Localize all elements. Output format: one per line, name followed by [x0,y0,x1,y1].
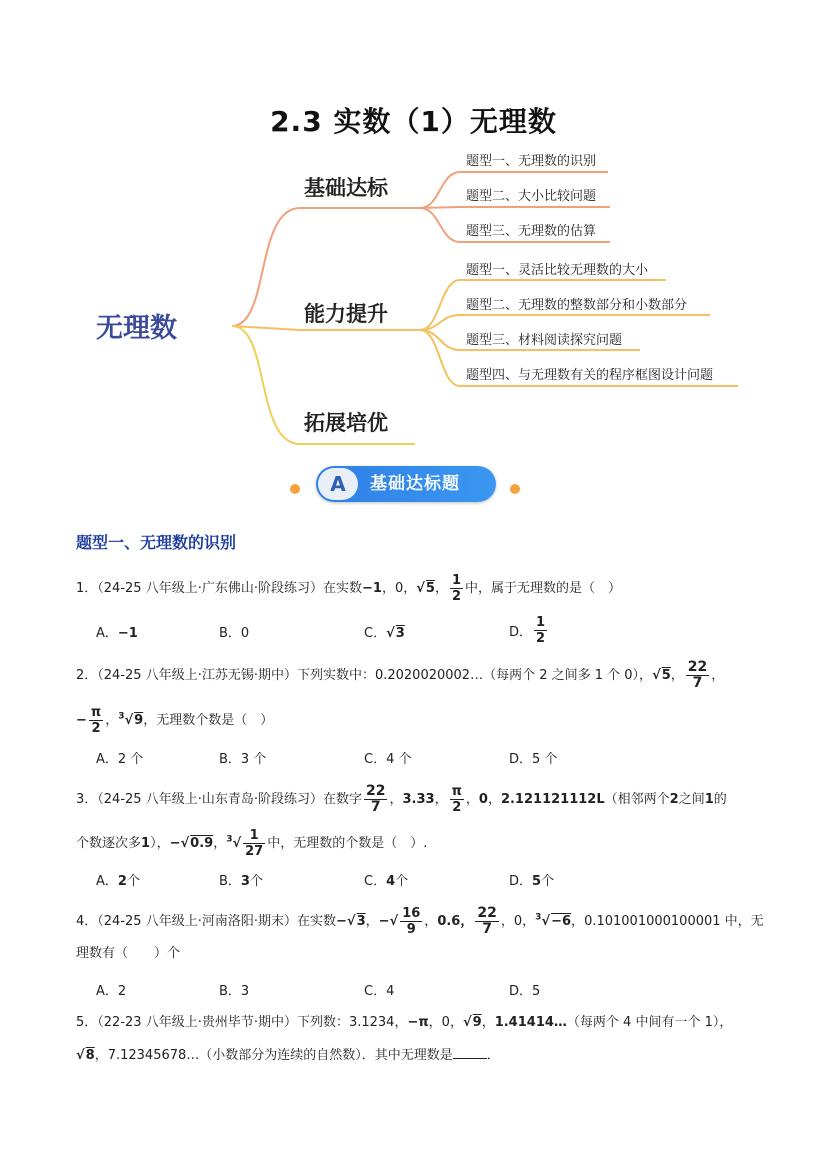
question-5: 5．（22-23 八年级上·贵州毕节·期中）下列数：3.1234，−π，0，√9，1.41414…（每两个 4 中间有一个 1）， [76,1015,733,1030]
banner-dot-left [290,484,300,494]
question-5-line-2: √8，7.12345678…（小数部分为连续的自然数）．其中无理数是 ． [76,1048,500,1063]
fraction: $\frac{\pi}{2}$ [90,705,102,736]
question-source: （24-25 八年级上·江苏无锡·期中） [97,668,297,683]
option-b[interactable]: B．3 个 [219,752,267,767]
sqrt-expression: √5 [652,668,671,683]
banner-title: 基础达标题 [370,474,460,494]
connector-root-basic [232,208,300,326]
leaf-ability-2: 题型二、无理数的整数部分和小数部分 [466,298,688,313]
question-3-line-2: 个数逐次多1），−√0.9，$^3$√ $\frac{1}{27}$ 中，无理数的个数是（ ）. [76,828,428,859]
leaf-basic-1: 题型一、无理数的识别 [466,154,597,169]
sqrt-expression: √8 [76,1048,95,1063]
option-a[interactable]: A．2个 [96,874,140,889]
connector-root-extend [232,326,300,444]
question-source: （24-25 八年级上·广东佛山·阶段练习） [97,581,323,596]
question-source: （24-25 八年级上·山东青岛·阶段练习） [97,792,323,807]
option-d[interactable]: D．5个 [509,874,555,889]
section-banner [316,466,496,502]
cube-root-expression: $^3$√−6 [535,912,572,929]
question-4-line-2: 理数有（ ）个 [76,946,181,961]
option-c[interactable]: C．4 [364,984,395,999]
option-b[interactable]: B．3个 [219,874,263,889]
question-number: 3． [76,792,98,807]
math-value: −1 [361,581,382,596]
question-text: 在实数 [296,914,336,929]
section-heading: 题型一、无理数的识别 [76,533,237,552]
option-d[interactable]: D．5 个 [509,752,558,767]
question-number: 4． [76,914,98,929]
question-text: 中，属于无理数的是（ ） [465,581,622,596]
leaf-basic-2: 题型二、大小比较问题 [466,189,597,204]
question-4: 4．（24-25 八年级上·河南洛阳·期末）在实数−√3，−√ $\frac{16}{9}$ ，0.6， $\frac{22}{7}$ ，0，$^3$√−6，0.101001000100001 中，无 [76,905,764,937]
question-text: 在实数 [322,581,362,596]
fraction: $\frac{22}{7}$ [477,905,497,937]
sqrt-expression: √5 [416,581,435,596]
option-a[interactable]: A．−1 [96,626,138,641]
fraction: $\frac{1}{2}$ [451,573,462,604]
option-b[interactable]: B．3 [219,984,250,999]
question-number: 5． [76,1015,98,1030]
question-2-line-2: − $\frac{\pi}{2}$ ，$^3$√9，无理数个数是（ ） [76,705,274,736]
option-a[interactable]: A．2 [96,984,127,999]
option-d[interactable]: D．5 [509,984,541,999]
fraction: $\frac{\pi}{2}$ [451,784,462,815]
answer-blank[interactable] [453,1046,487,1059]
sqrt-fraction-expression: −√ $\frac{16}{9}$ [378,906,421,937]
math-value: 0 [394,581,404,596]
question-source: （22-23 八年级上·贵州毕节·期中） [97,1015,297,1030]
option-c[interactable]: C．√3 [364,626,405,641]
question-text: 下列实数中：0.2020020002…（每两个 2 之间多 1 个 0）， [296,668,653,683]
question-text: 在数字 [322,792,362,807]
question-source: （24-25 八年级上·河南洛阳·期末） [97,914,297,929]
question-number: 1． [76,581,98,596]
branch-ability: 能力提升 [304,302,388,326]
sqrt-expression: −√3 [335,914,366,929]
branch-extend: 拓展培优 [304,411,388,435]
page-title: 2.3 实数（1）无理数 [270,105,557,138]
question-1: 1．（24-25 八年级上·广东佛山·阶段练习）在实数−1，0，√5， $\frac{1}{2}$ 中，属于无理数的是（ ） [76,573,622,604]
option-c[interactable]: C．4个 [364,874,409,889]
connector-basic-2 [420,207,610,208]
question-text: 中，无理数的个数是（ ）. [267,836,428,851]
question-text: 下列数：3.1234， [296,1015,408,1030]
cube-root-expression: $^3$√ $\frac{1}{27}$ [226,828,264,859]
branch-basic: 基础达标 [304,176,388,200]
fraction: $\frac{22}{7}$ [365,783,386,815]
leaf-ability-1: 题型一、灵活比较无理数的大小 [466,263,649,278]
leaf-ability-4: 题型四、与无理数有关的程序框图设计问题 [466,368,714,383]
sqrt-expression: −√0.9 [169,836,214,851]
question-number: 2． [76,668,98,683]
mindmap-connectors [0,0,827,460]
question-text: ，无理数个数是（ ） [143,713,274,728]
option-b[interactable]: B．0 [219,626,250,641]
banner-dot-right [510,484,520,494]
option-a[interactable]: A．2 个 [96,752,144,767]
cube-root-expression: $^3$√9 [118,711,144,728]
option-c[interactable]: C．4 个 [364,752,412,767]
option-d[interactable]: D． $\frac{1}{2}$ [509,615,546,646]
question-2: 2．（24-25 八年级上·江苏无锡·期中）下列实数中：0.2020020002…（每两个 2 之间多 1 个 0），√5， $\frac{22}{7}$ ， [76,659,725,691]
fraction: $\frac{22}{7}$ [687,659,708,691]
connector-ability-2 [420,315,710,330]
banner-letter: A [318,468,358,500]
question-3: 3．（24-25 八年级上·山东青岛·阶段练习）在数字 $\frac{22}{7}$ ，3.33， $\frac{\pi}{2}$ ，0，2.121121112L（相邻两个2之间1的 [76,783,727,815]
sqrt-expression: √9 [462,1015,482,1030]
mindmap-root: 无理数 [96,313,177,344]
leaf-ability-3: 题型三、材料阅读探究问题 [466,333,623,348]
leaf-basic-3: 题型三、无理数的估算 [466,224,597,239]
